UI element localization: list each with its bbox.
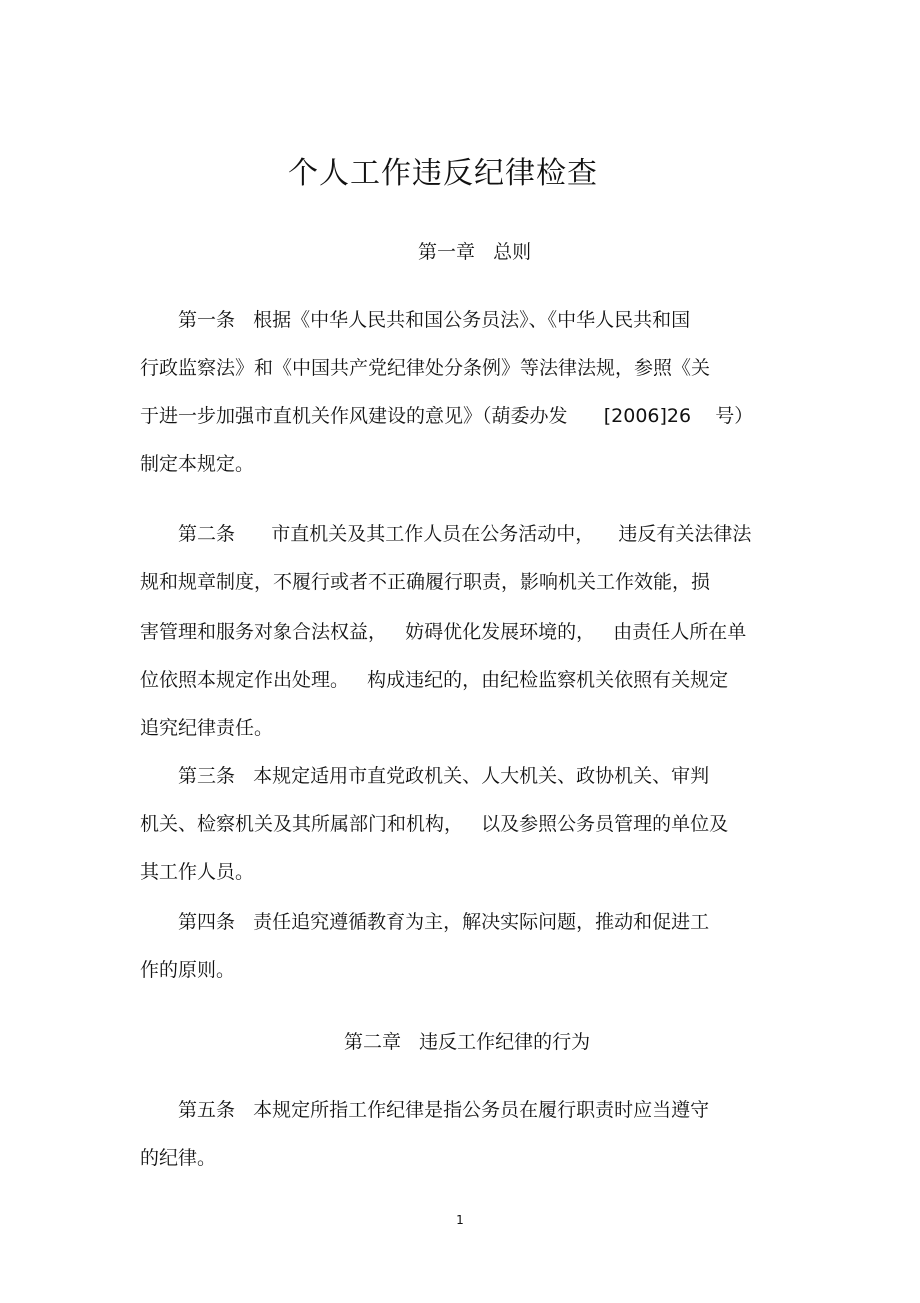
article-1-line-1: 第一条 根据《中华人民共和国公务员法》、《中华人民共和国 [178, 309, 691, 331]
article-1-line-3: 于进一步加强市直机关作风建设的意见》（葫委办发 [2006]26 号） [140, 405, 754, 427]
document-title: 个人工作违反纪律检查 [288, 156, 598, 191]
article-2-line-4: 位依照本规定作出处理。 构成违纪的，由纪检监察机关依照有关规定 [140, 669, 729, 691]
article-3-line-2: 机关、检察机关及其所属部门和机构， 以及参照公务员管理的单位及 [140, 813, 729, 835]
article-2-line-1: 第二条 市直机关及其工作人员在公务活动中， 违反有关法律法 [178, 523, 752, 545]
article-5-line-1: 第五条 本规定所指工作纪律是指公务员在履行职责时应当遵守 [178, 1099, 710, 1121]
article-1-line-4: 制定本规定。 [140, 453, 255, 475]
article-3-line-1: 第三条 本规定适用市直党政机关、人大机关、政协机关、审判 [178, 765, 710, 787]
article-5-line-2: 的纪律。 [140, 1147, 217, 1169]
article-3-line-3: 其工作人员。 [140, 861, 255, 883]
chapter-2-heading: 第二章 违反工作纪律的行为 [344, 1031, 591, 1053]
article-1-line-2: 行政监察法》和《中国共产党纪律处分条例》等法律法规，参照《关 [140, 357, 711, 379]
article-4-line-1: 第四条 责任追究遵循教育为主，解决实际问题，推动和促进工 [178, 911, 710, 933]
article-2-line-2: 规和规章制度，不履行或者不正确履行职责，影响机关工作效能，损 [140, 571, 711, 593]
article-2-line-5: 追究纪律责任。 [140, 717, 274, 739]
page-number: 1 [456, 1213, 464, 1227]
chapter-1-heading: 第一章 总则 [418, 241, 532, 263]
article-4-line-2: 作的原则。 [140, 959, 236, 981]
article-2-line-3: 害管理和服务对象合法权益， 妨碍优化发展环境的， 由责任人所在单 [140, 621, 747, 643]
